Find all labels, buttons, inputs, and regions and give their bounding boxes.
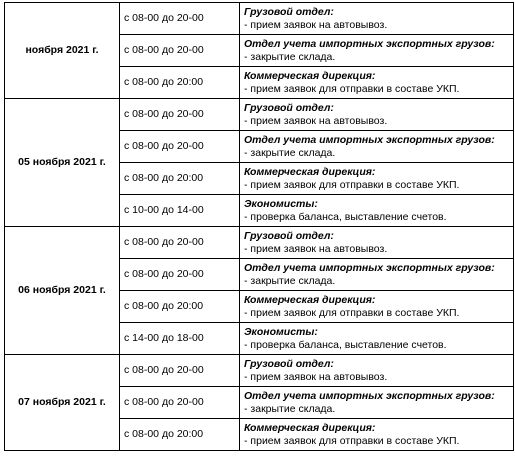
department-label: Отдел учета импортных экспортных грузов: (244, 133, 495, 146)
department-label: Экономисты: (244, 325, 318, 338)
description-cell (240, 387, 514, 419)
time-cell: с 08-00 до 20:00 (120, 67, 240, 99)
time-cell: с 08-00 до 20-00 (120, 35, 240, 67)
schedule-row (5, 227, 514, 259)
task-text: - закрытие склада. (244, 402, 336, 415)
department-label: Отдел учета импортных экспортных грузов: (244, 37, 495, 50)
task-text: - закрытие склада. (244, 146, 336, 159)
department-label: Коммерческая дирекция: (244, 69, 376, 82)
description-cell (240, 195, 514, 227)
task-text: - прием заявок на автовывоз. (244, 242, 388, 255)
department-label: Грузовой отдел: (244, 357, 334, 370)
description-cell (240, 419, 514, 451)
task-text: - проверка баланса, выставление счетов. (244, 210, 447, 223)
task-text: - прием заявок для отправки в составе УКП. (244, 306, 460, 319)
time-cell: с 08-00 до 20:00 (120, 419, 240, 451)
description-cell (240, 227, 514, 259)
date-cell: 05 ноября 2021 г. (5, 99, 120, 227)
time-cell: с 10-00 до 14-00 (120, 195, 240, 227)
task-text: - прием заявок на автовывоз. (244, 18, 388, 31)
description-cell (240, 67, 514, 99)
task-text: - закрытие склада. (244, 50, 336, 63)
time-cell: с 14-00 до 18-00 (120, 323, 240, 355)
schedule-table (4, 2, 514, 451)
time-cell: с 08-00 до 20-00 (120, 99, 240, 131)
time-cell: с 08-00 до 20:00 (120, 291, 240, 323)
description-cell (240, 355, 514, 387)
time-cell: с 08-00 до 20-00 (120, 227, 240, 259)
department-label: Экономисты: (244, 197, 318, 210)
description-cell (240, 163, 514, 195)
task-text: - прием заявок на автовывоз. (244, 114, 388, 127)
schedule-row (5, 99, 514, 131)
date-cell: 06 ноября 2021 г. (5, 227, 120, 355)
description-cell (240, 131, 514, 163)
task-text: - прием заявок для отправки в составе УКП. (244, 434, 460, 447)
time-cell: с 08-00 до 20:00 (120, 163, 240, 195)
description-cell (240, 291, 514, 323)
time-cell: с 08-00 до 20-00 (120, 3, 240, 35)
task-text: - прием заявок на автовывоз. (244, 370, 388, 383)
schedule-row (5, 355, 514, 387)
time-cell: с 08-00 до 20-00 (120, 355, 240, 387)
time-cell: с 08-00 до 20-00 (120, 131, 240, 163)
task-text: - прием заявок для отправки в составе УКП. (244, 82, 460, 95)
task-text: - прием заявок для отправки в составе УКП. (244, 178, 460, 191)
task-text: - закрытие склада. (244, 274, 336, 287)
department-label: Коммерческая дирекция: (244, 165, 376, 178)
description-cell (240, 3, 514, 35)
description-cell (240, 323, 514, 355)
department-label: Грузовой отдел: (244, 5, 334, 18)
task-text: - проверка баланса, выставление счетов. (244, 338, 447, 351)
description-cell (240, 35, 514, 67)
time-cell: с 08-00 до 20-00 (120, 387, 240, 419)
department-label: Грузовой отдел: (244, 101, 334, 114)
department-label: Коммерческая дирекция: (244, 293, 376, 306)
department-label: Грузовой отдел: (244, 229, 334, 242)
description-cell (240, 99, 514, 131)
time-cell: с 08-00 до 20-00 (120, 259, 240, 291)
department-label: Отдел учета импортных экспортных грузов: (244, 261, 495, 274)
schedule-row (5, 3, 514, 35)
date-cell: 07 ноября 2021 г. (5, 355, 120, 451)
department-label: Коммерческая дирекция: (244, 421, 376, 434)
date-cell: ноября 2021 г. (5, 3, 120, 99)
department-label: Отдел учета импортных экспортных грузов: (244, 389, 495, 402)
description-cell (240, 259, 514, 291)
